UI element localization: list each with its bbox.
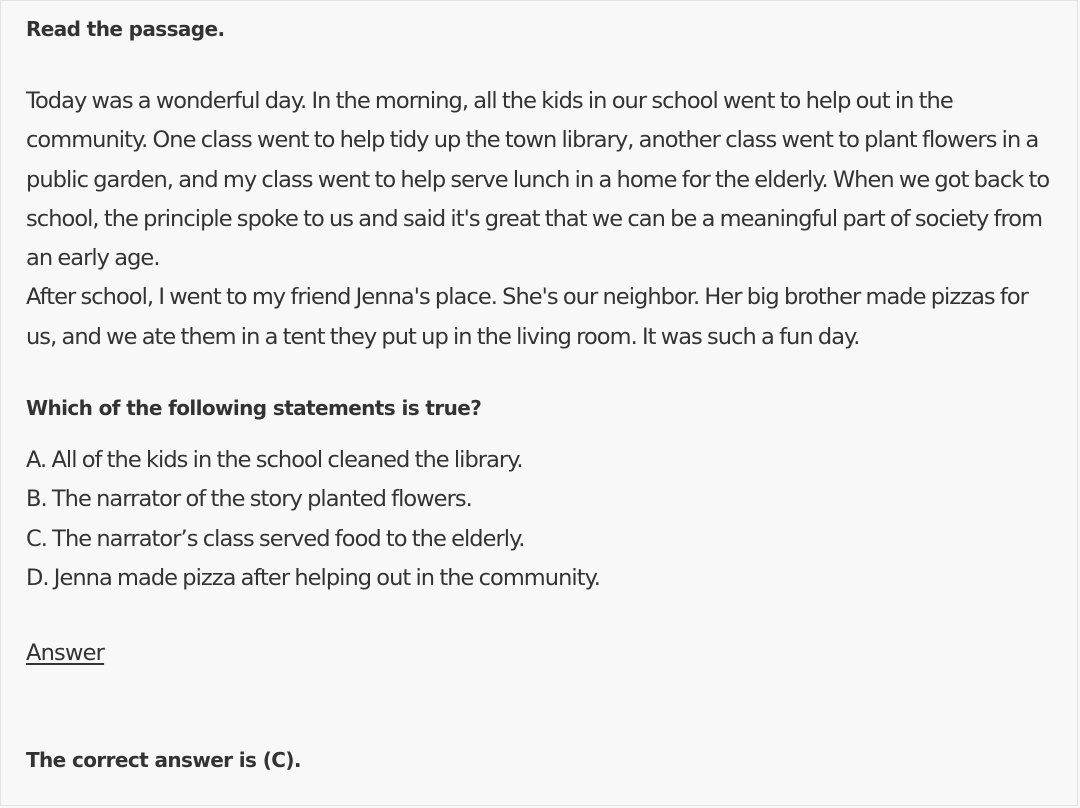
correct-answer-text: The correct answer is (C). xyxy=(26,748,301,773)
quiz-content xyxy=(26,15,1056,774)
question-text: Which of the following statements is true? xyxy=(26,396,482,421)
option-c: C. The narrator’s class served food to the elderly. xyxy=(26,525,525,552)
option-b: B. The narrator of the story planted flowers. xyxy=(26,486,472,513)
answer-options xyxy=(26,441,1056,598)
answer-link[interactable]: Answer xyxy=(26,640,105,667)
passage-paragraph-2: After school, I went to my friend Jenna's place. She's our neighbor. Her big brother made pizzas for us, and we ate them in a tent they put up in the living room. It was such a fun day. xyxy=(26,284,1028,350)
option-d: D. Jenna made pizza after helping out in the community. xyxy=(26,564,600,591)
reading-passage xyxy=(26,82,1056,357)
instruction-heading: Read the passage. xyxy=(26,17,225,41)
option-a: A. All of the kids in the school cleaned the library. xyxy=(26,447,523,474)
passage-paragraph-1: Today was a wonderful day. In the morning, all the kids in our school went to help out in the community. One class went to help tidy up the town library, another class went to plant flowers in a public garden, and my class went to help serve lunch in a home for the elderly. When we got back to school, the principle spoke to us and said it's great that we can be a meaningful part of society from an early age. xyxy=(26,88,1050,272)
